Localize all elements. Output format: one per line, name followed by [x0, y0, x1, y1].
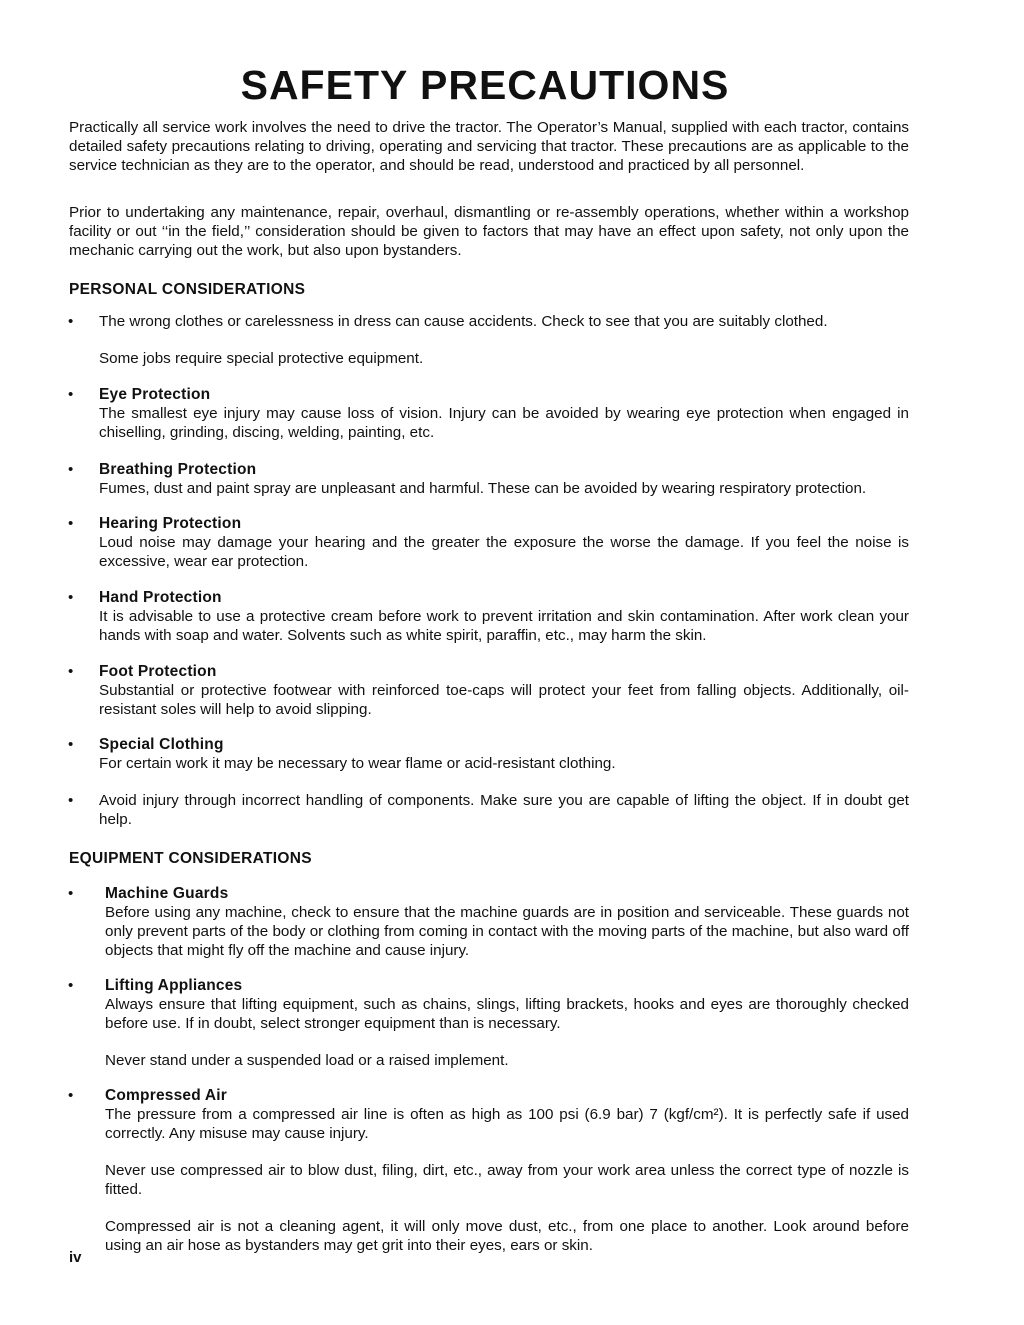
bullet-icon: •: [68, 589, 74, 606]
item-text: Loud noise may damage your hearing and the greater the exposure the worse the damage. If you feel the noise is excessive, wear ear protection.: [99, 534, 909, 570]
item-extra-text-2: Compressed air is not a cleaning agent, it will only move dust, etc., from one place to another. Look around before using an air hose as bystanders may get grit into their eyes, ears or skin.: [105, 1218, 909, 1254]
page-title: SAFETY PRECAUTIONS: [240, 62, 730, 108]
item-text: For certain work it may be necessary to wear flame or acid-resistant clothing.: [99, 755, 616, 772]
item-extra-text: Some jobs require special protective equipment.: [99, 350, 424, 367]
personal-considerations-heading: PERSONAL CONSIDERATIONS: [69, 281, 306, 298]
intro-paragraph-2: Prior to undertaking any maintenance, repair, overhaul, dismantling or re-assembly operations, whether within a workshop facility or out ‘‘in the field,’’ consideration should be given to factors that may have an effect upon safety, not only upon the mechanic carrying out the work, but also upon bystanders.: [69, 204, 909, 259]
item-label: Hearing Protection: [99, 515, 242, 532]
bullet-icon: •: [68, 386, 74, 403]
bullet-icon: •: [68, 736, 74, 753]
item-text: The pressure from a compressed air line is often as high as 100 psi (6.9 bar) 7 (kgf/cm²). It is perfectly safe if used correctly. Any misuse may cause injury.: [105, 1106, 909, 1142]
item-label: Machine Guards: [105, 885, 229, 902]
item-label: Hand Protection: [99, 589, 222, 606]
bullet-icon: •: [68, 461, 74, 478]
item-text: Fumes, dust and paint spray are unpleasant and harmful. These can be avoided by wearing respiratory protection.: [99, 480, 867, 497]
item-text: Substantial or protective footwear with reinforced toe-caps will protect your feet from falling objects. Additionally, oil-resistant soles will help to avoid slipping.: [99, 682, 909, 718]
bullet-icon: •: [68, 977, 74, 994]
bullet-icon: •: [68, 515, 74, 532]
item-extra-text: Never use compressed air to blow dust, filing, dirt, etc., away from your work area unless the correct type of nozzle is fitted.: [105, 1162, 909, 1198]
bullet-icon: •: [68, 885, 74, 902]
bullet-icon: •: [68, 663, 74, 680]
intro-paragraph-1: Practically all service work involves the need to drive the tractor. The Operator’s Manual, supplied with each tractor, contains detailed safety precautions relating to driving, operating and servicing that tractor. These precautions are as applicable to the service technician as they are to the operator, and should be read, understood and practiced by all personnel.: [69, 119, 909, 174]
item-text: Avoid injury through incorrect handling of components. Make sure you are capable of lifting the object. If in doubt get help.: [99, 792, 909, 828]
page-number: iv: [69, 1249, 82, 1266]
item-label: Eye Protection: [99, 386, 211, 403]
item-label: Foot Protection: [99, 663, 217, 680]
item-label: Special Clothing: [99, 736, 224, 753]
item-text: Before using any machine, check to ensure that the machine guards are in position and serviceable. These guards not only prevent parts of the body or clothing from coming in contact with the moving parts of the machine, but also ward off objects that might fly off the machine and cause injury.: [105, 904, 909, 959]
item-text: Always ensure that lifting equipment, such as chains, slings, lifting brackets, hooks and eyes are thoroughly checked before use. If in doubt, select stronger equipment than is necessary.: [105, 996, 909, 1032]
item-text: The wrong clothes or carelessness in dress can cause accidents. Check to see that you are suitably clothed.: [99, 313, 828, 330]
item-label: Breathing Protection: [99, 461, 257, 478]
bullet-icon: •: [68, 1087, 74, 1104]
bullet-icon: •: [68, 313, 74, 330]
item-label: Compressed Air: [105, 1087, 227, 1104]
equipment-considerations-heading: EQUIPMENT CONSIDERATIONS: [69, 850, 312, 867]
bullet-icon: •: [68, 792, 74, 809]
item-text: It is advisable to use a protective cream before work to prevent irritation and skin contamination. After work clean your hands with soap and water. Solvents such as white spirit, paraffin, etc., may harm the skin.: [99, 608, 909, 644]
item-extra-text: Never stand under a suspended load or a raised implement.: [105, 1052, 509, 1069]
item-label: Lifting Appliances: [105, 977, 243, 994]
item-text: The smallest eye injury may cause loss of vision. Injury can be avoided by wearing eye protection when engaged in chiselling, grinding, discing, welding, painting, etc.: [99, 405, 909, 441]
